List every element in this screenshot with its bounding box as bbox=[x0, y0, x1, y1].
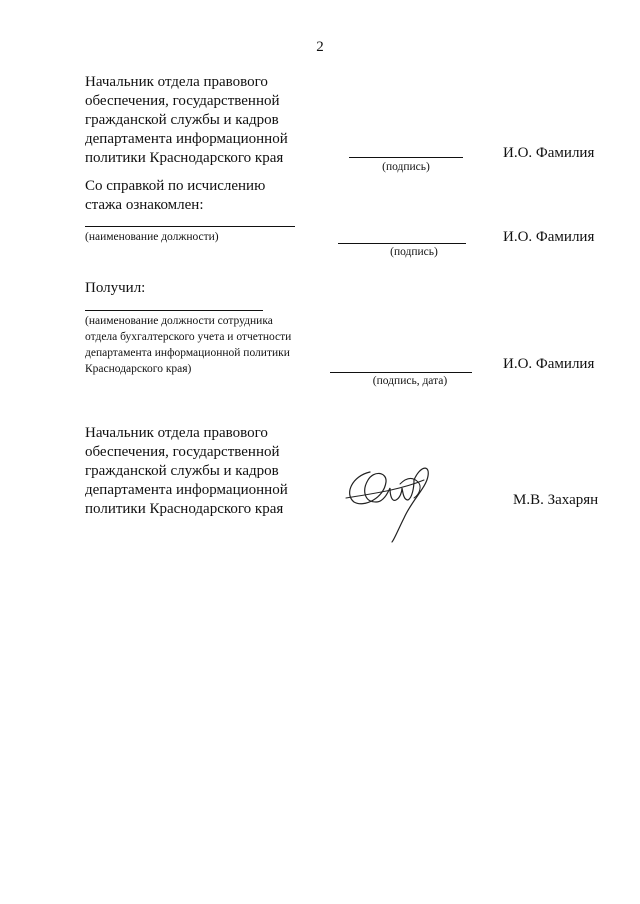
position-line: Начальник отдела правового bbox=[85, 74, 268, 90]
heading-line: Со справкой по исчислению bbox=[85, 178, 266, 194]
handwritten-signature bbox=[340, 458, 440, 548]
block4-position bbox=[85, 424, 288, 519]
position-line: обеспечения, государственной bbox=[85, 93, 280, 109]
caption-line: (наименование должности сотрудника bbox=[85, 315, 273, 327]
block1-name: И.О. Фамилия bbox=[503, 145, 595, 161]
position-line: политики Краснодарского края bbox=[85, 150, 284, 166]
block1-signature-caption: (подпись) bbox=[382, 161, 430, 173]
block3-position-caption bbox=[85, 313, 291, 377]
position-line: гражданской службы и кадров bbox=[85, 463, 279, 479]
block2-position-line bbox=[85, 226, 295, 227]
block3-signature-line bbox=[330, 372, 472, 373]
block2-name: И.О. Фамилия bbox=[503, 229, 595, 245]
block2-position-caption: (наименование должности) bbox=[85, 231, 219, 243]
position-line: Начальник отдела правового bbox=[85, 425, 268, 441]
caption-line: департамента информационной политики bbox=[85, 347, 290, 359]
position-line: политики Краснодарского края bbox=[85, 501, 284, 517]
position-line: департамента информационной bbox=[85, 131, 288, 147]
position-line: гражданской службы и кадров bbox=[85, 112, 279, 128]
block4-name: М.В. Захарян bbox=[513, 492, 599, 508]
position-line: обеспечения, государственной bbox=[85, 444, 280, 460]
block1-signature-line bbox=[349, 157, 463, 158]
block2-signature-caption: (подпись) bbox=[390, 246, 438, 258]
block3-position-line bbox=[85, 310, 263, 311]
caption-line: отдела бухгалтерского учета и отчетности bbox=[85, 331, 292, 343]
block3-heading: Получил: bbox=[85, 280, 146, 296]
block2-heading bbox=[85, 177, 265, 215]
heading-line: стажа ознакомлен: bbox=[85, 197, 204, 213]
position-line: департамента информационной bbox=[85, 482, 288, 498]
block2-signature-line bbox=[338, 243, 466, 244]
caption-line: Краснодарского края) bbox=[85, 363, 192, 375]
block3-name: И.О. Фамилия bbox=[503, 356, 595, 372]
page-number: 2 bbox=[316, 39, 324, 55]
block1-position bbox=[85, 73, 288, 168]
block3-signature-caption: (подпись, дата) bbox=[372, 375, 448, 387]
